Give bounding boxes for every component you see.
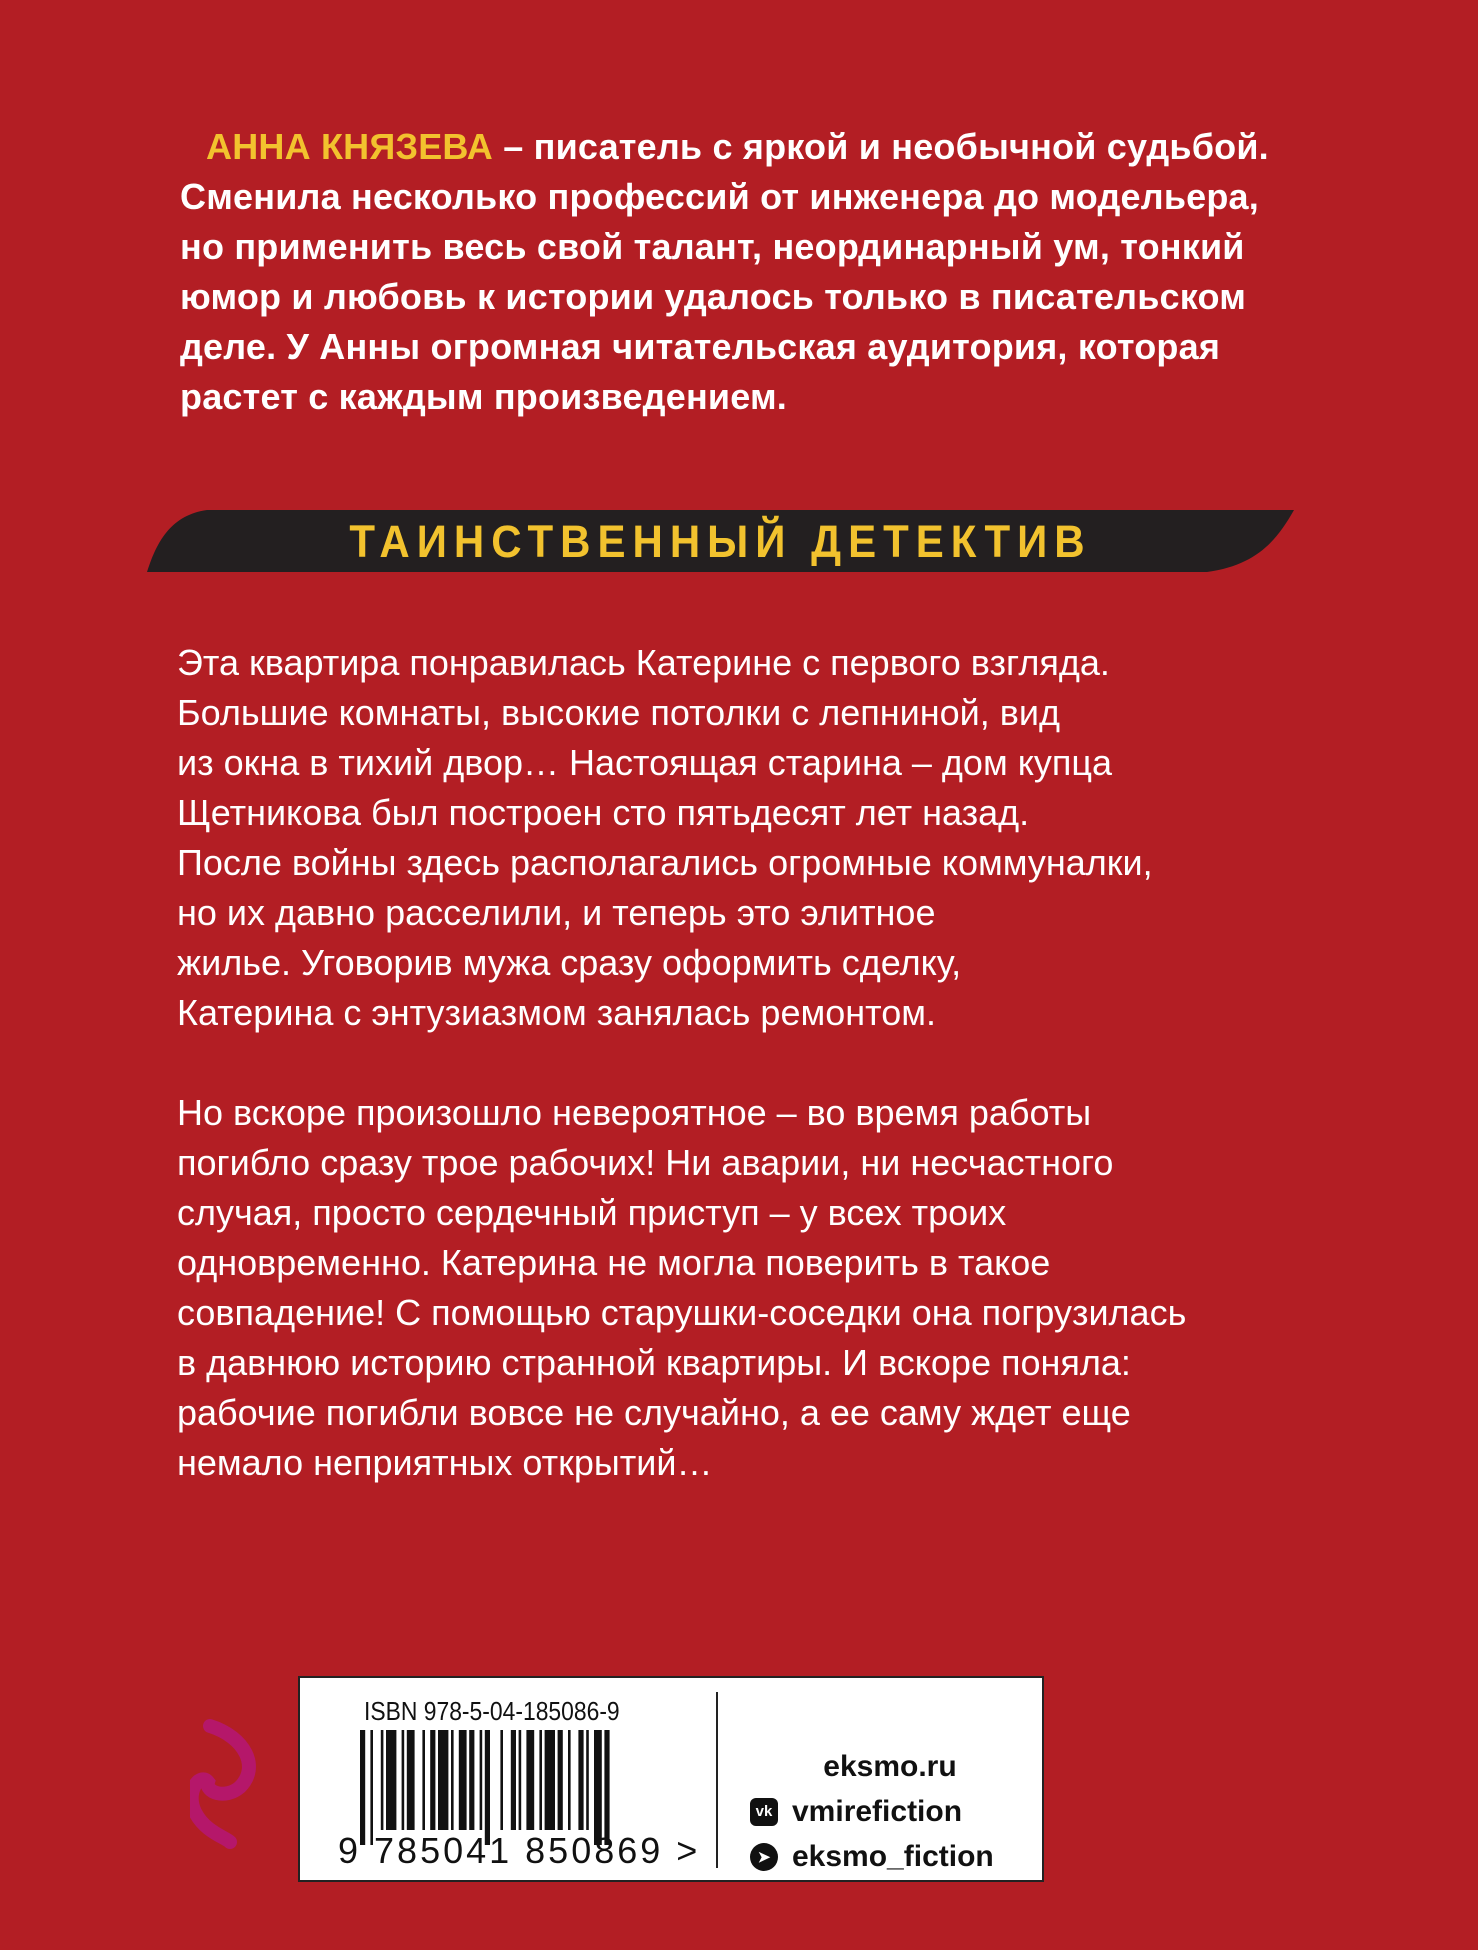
barcode-bar (519, 1730, 522, 1830)
barcode-bar (511, 1730, 516, 1830)
telegram-link[interactable] (750, 1834, 1030, 1879)
barcode-bar (480, 1730, 483, 1830)
barcode-bar (568, 1730, 571, 1830)
description-line: погибло сразу трое рабочих! Ни аварии, ни несчастного (177, 1142, 1114, 1183)
description-line: из окна в тихий двор… Настоящая старина – дом купца (177, 742, 1112, 783)
barcode-bar (459, 1730, 467, 1830)
barcode-bar (485, 1730, 490, 1845)
bio-text: – писатель с яркой и необычной судьбой. (493, 126, 1269, 167)
description-line: жилье. Уговорив мужа сразу оформить сделку, (177, 942, 962, 983)
barcode-bar (545, 1730, 555, 1830)
author-name: АННА КНЯЗЕВА (206, 126, 494, 167)
barcode-bar (402, 1730, 405, 1830)
bio-line: растет с каждым произведением. (180, 376, 788, 417)
description-line: совпадение! С помощью старушки-соседки она погрузилась (177, 1292, 1187, 1333)
telegram-label: eksmo_fiction (792, 1839, 994, 1873)
barcode-bar (438, 1730, 448, 1830)
barcode-bar (469, 1730, 474, 1830)
barcode-panel (298, 1676, 1044, 1882)
description-line: После войны здесь располагались огромные коммуналки, (177, 842, 1153, 883)
barcode-bar (360, 1730, 365, 1845)
barcode-bar (604, 1730, 609, 1845)
site-label: eksmo.ru (823, 1749, 957, 1783)
author-bio (180, 122, 1360, 422)
description-line: Щетникова был построен сто пятьдесят лет назад. (177, 792, 1030, 833)
barcode-digits: 9 785041 850869 > (338, 1830, 701, 1871)
barcode-bar (539, 1730, 542, 1830)
description-line: рабочие погибли вовсе не случайно, а ее саму ждет еще (177, 1392, 1131, 1433)
description-line: Но вскоре произошло невероятное – во время работы (177, 1092, 1092, 1133)
barcode-bar (526, 1730, 534, 1830)
description-line: Катерина с энтузиазмом занялась ремонтом. (177, 992, 936, 1033)
barcode-bar (451, 1730, 454, 1830)
description-line: но их давно расселили, и теперь это элитное (177, 892, 936, 933)
description-line: Большие комнаты, высокие потолки с лепниной, вид (177, 692, 1061, 733)
barcode-bar (558, 1730, 563, 1830)
barcode-bar (370, 1730, 373, 1845)
genre-banner (147, 510, 1294, 572)
barcode-bar (586, 1730, 589, 1830)
barcode-bar (594, 1730, 602, 1845)
description-line: случая, просто сердечный приступ – у всех троих (177, 1192, 1007, 1233)
vk-label: vmirefiction (792, 1794, 963, 1828)
bio-line: Сменила несколько профессий от инженера до модельера, (180, 176, 1259, 217)
description-paragraph (177, 1088, 1327, 1488)
description-line: Эта квартира понравилась Катерине с первого взгляда. (177, 642, 1110, 683)
bio-line: деле. У Анны огромная читательская аудитория, которая (180, 326, 1221, 367)
barcode-bar (386, 1730, 396, 1830)
vk-link[interactable] (750, 1789, 1030, 1834)
description-line: в давнюю историю странной квартиры. И вскоре поняла: (177, 1342, 1131, 1383)
bio-line: юмор и любовь к истории удалось только в писательском (180, 276, 1247, 317)
description-line: одновременно. Катерина не могла поверить в такое (177, 1242, 1051, 1283)
barcode-bar (422, 1730, 425, 1830)
divider (716, 1692, 718, 1868)
barcode-bar (500, 1730, 503, 1830)
barcode-bar (381, 1730, 384, 1830)
book-description (177, 638, 1327, 1538)
barcode-bar (430, 1730, 435, 1830)
barcode-bar (578, 1730, 583, 1830)
description-line: немало неприятных открытий… (177, 1442, 713, 1483)
vk-icon: vk (750, 1798, 778, 1826)
bio-first-line (180, 122, 1360, 172)
eksmo-logo-icon (190, 1712, 260, 1852)
site-link[interactable] (750, 1744, 1030, 1789)
telegram-icon: ➤ (750, 1843, 778, 1871)
barcode-bar (407, 1730, 415, 1830)
publisher-links (750, 1744, 1030, 1879)
isbn-text: ISBN 978-5-04-185086-9 (364, 1696, 620, 1726)
genre-label: ТАИНСТВЕННЫЙ ДЕТЕКТИВ (349, 516, 1092, 567)
description-paragraph (177, 638, 1327, 1038)
bio-line: но применить весь свой талант, неординарный ум, тонкий (180, 226, 1245, 267)
